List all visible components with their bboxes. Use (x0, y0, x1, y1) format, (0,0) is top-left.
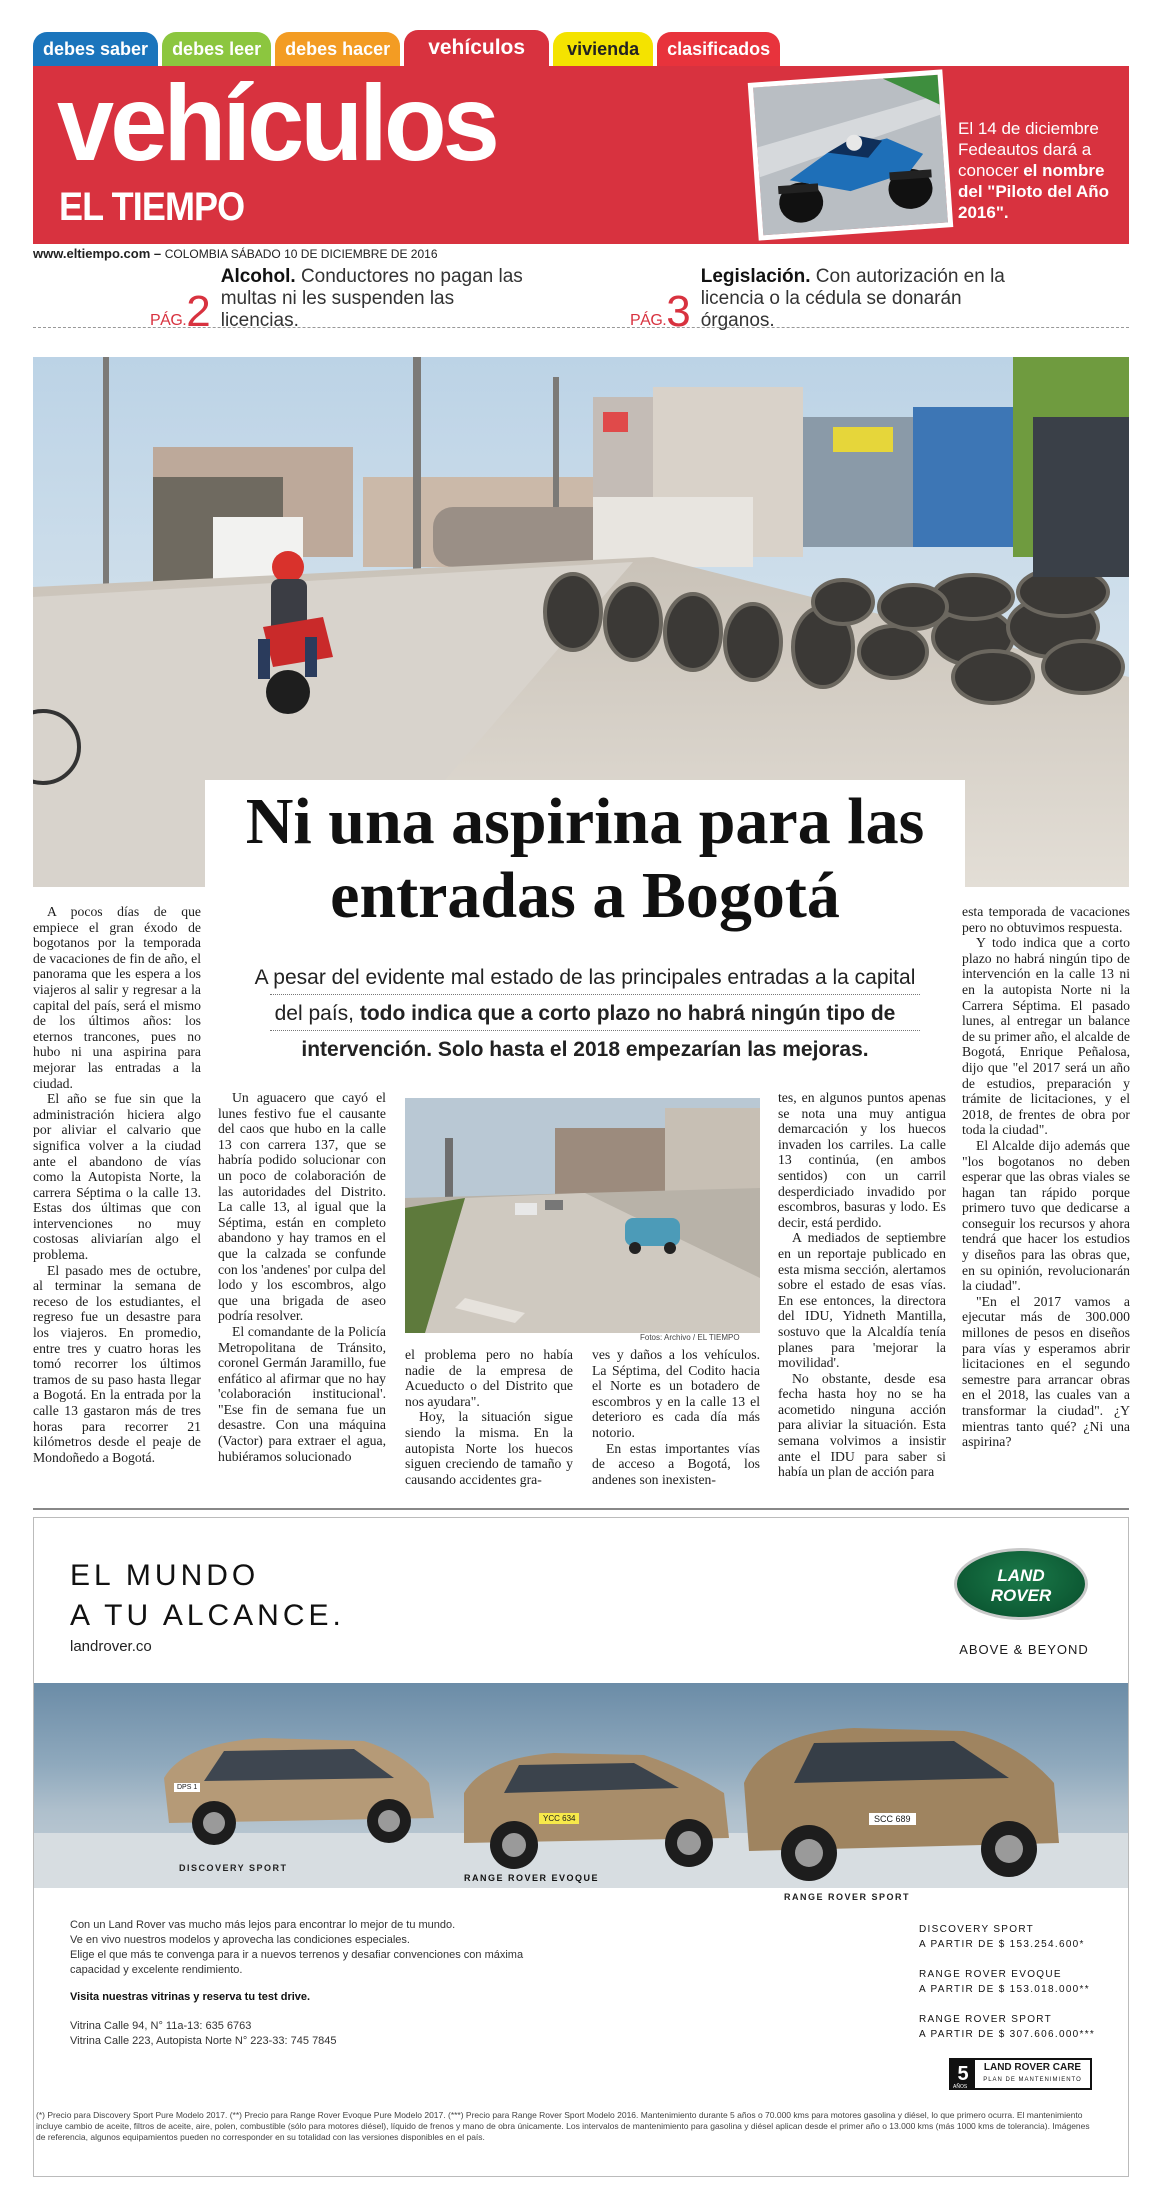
paragraph: ves y daños a los vehículos. La Séptima, del Codito hacia el Norte es un botadero de escombros y en la calle 13 el deterioro es cada día más notorio. (592, 1347, 760, 1440)
teaser-page-label: PÁG. (630, 312, 667, 329)
ad-cta: Visita nuestras vitrinas y reserva tu test drive. (70, 1991, 311, 2003)
brand-tagline: ABOVE & BEYOND (959, 1642, 1089, 1657)
tab-vivienda[interactable]: vivienda (553, 32, 653, 66)
dateline-separator: – (150, 246, 165, 261)
ad-cars-photo (34, 1683, 1128, 1888)
promo-text[interactable] (958, 118, 1128, 223)
paragraph: A pocos días de que empiece el gran éxodo de bogotanos por la temporada de vacaciones de fin de año, el panorama que les espera a los viajeros al salir y regresar a la capital del país, será el mismo de los últimos años: los eternos trancones, pues no hubo ni una aspirina para mejorar las entradas a la ciudad. (33, 904, 201, 1091)
paragraph: el problema pero no había nadie de la empresa de Acueducto o del Distrito que nos ayudara". (405, 1347, 573, 1409)
teaser-title: Legislación. (700, 266, 811, 287)
deck-bold: todo indica que a corto plazo no habrá ningún tipo de intervención. Solo hasta el 2018 empezarían las mejoras. (301, 1002, 896, 1061)
plate-sport: SCC 689 (869, 1813, 916, 1825)
race-car-illustration (753, 75, 948, 236)
paragraph: Y todo indica que a corto plazo no habrá ningún tipo de intervención en la calle 13 ni en la autopista Norte ni la Carrera Séptima. El pasado lunes, al entregar un balance de su primer año, el alcalde de Bogotá, Enrique Peñalosa, dijo que "el 2017 será un año de estudios, preparación y trámite de licitaciones, y el 2018, de frentes de obra por toda la ciudad". (962, 935, 1130, 1138)
article-headline: Ni una aspirina para las entradas a Bogotá (245, 785, 925, 932)
land-rover-care-badge (949, 2058, 1092, 2090)
tab-clasificados[interactable]: clasificados (657, 32, 780, 66)
price-value: A PARTIR DE $ 153.018.000** (919, 1984, 1090, 1995)
dealer-address: Vitrina Calle 223, Autopista Norte N° 223-33: 745 7845 (70, 2035, 337, 2047)
divider (33, 327, 1129, 328)
article-column-4 (592, 1347, 760, 1487)
land-rover-advertisement[interactable] (33, 1517, 1129, 2177)
care-title (975, 2062, 1090, 2086)
teaser-text: Con autorización en la licencia o la cédula se donarán órganos. (700, 266, 1005, 331)
tab-debes-leer[interactable]: debes leer (162, 32, 271, 66)
paragraph: El año se fue sin que la administración hiciera algo por aliviar el calvario que significa volver a la ciudad ante el abandono de vías como la Autopista Norte, la carrera Séptima o la calle 13. Estas dos últimas que con intervenciones no muy costosas aliviarían algo el problema. (33, 1091, 201, 1263)
paragraph: Hoy, la situación sigue siendo la misma. En la autopista Norte los huecos siguen creciendo de tamaño y causando accidentes gra- (405, 1409, 573, 1487)
ad-copy-line: Elige el que más te convenga para ir a nuevos terrenos y desafiar convenciones con máxima capacidad y excelente rendimiento. (70, 1949, 524, 1976)
article-column-2 (218, 1090, 386, 1464)
teaser-page-number: 2 (186, 287, 211, 336)
tab-debes-hacer[interactable]: debes hacer (275, 32, 400, 66)
paragraph: esta temporada de vacaciones pero no obtuvimos respuesta. (962, 904, 1130, 935)
car-label-evoque: RANGE ROVER EVOQUE (464, 1873, 600, 1883)
price-evoque (919, 1967, 1090, 1997)
teaser-page-label: PÁG. (150, 312, 187, 329)
inset-photo-autopista[interactable] (405, 1098, 760, 1333)
promo-photo-race-car[interactable] (748, 69, 954, 240)
plate-evoque: YCC 634 (539, 1813, 579, 1824)
car-label-discovery-sport: DISCOVERY SPORT (179, 1863, 288, 1873)
article-deck (240, 960, 930, 1068)
price-discovery-sport (919, 1922, 1085, 1952)
ad-copy-line: Con un Land Rover vas mucho más lejos para encontrar lo mejor de tu mundo. (70, 1919, 456, 1931)
ad-copy-line: Ve en vivo nuestros modelos y aprovecha las condiciones especiales. (70, 1934, 410, 1946)
deck-underline (270, 1030, 920, 1031)
care-years: 5 (951, 2060, 975, 2088)
logo-line-2: ROVER (990, 1586, 1052, 1605)
paragraph: El Alcalde dijo además que "los bogotanos no deben esperar que las obras viales se hagan tan rápido porque primero tuvo que dedicarse a conseguir los recursos y ahora tendrá que hacer los estudios y diseños para las obras que, en su opinión, revolucionarán la ciudad". (962, 1137, 1130, 1294)
tab-debes-saber[interactable]: debes saber (33, 32, 158, 66)
paragraph: Un aguacero que cayó el lunes festivo fue el causante del caos que hubo en la calle 13 con carrera 137, que se habría podido solucionar con un poco de colaboración de las autoridades del Distrito. La calle 13, al igual que la Séptima, están en completo abandono y hay tramos en el que la calzada se confunde con los 'andenes' por culpa del lodo y los escombros, algo que una brigada de aseo podría resolver. (218, 1090, 386, 1324)
dealer-address: Vitrina Calle 94, N° 11a-13: 635 6763 (70, 2020, 252, 2032)
paragraph: A mediados de septiembre en un reportaje publicado en esta misma sección, alertamos sobre el estado de esas vías. En ese entonces, la directora del IDU, Yidneth Mantilla, sostuvo que la Alcaldía tenía planes para 'mejorar la movilidad'. (778, 1230, 946, 1371)
teaser-alcohol[interactable] (150, 266, 530, 336)
promo-text-plain: El 14 de diciembre Fedeautos dará a conocer (958, 119, 1099, 180)
article-column-1 (33, 904, 201, 1465)
paragraph: En estas importantes vías de acceso a Bogotá, los andenes son inexisten- (592, 1440, 760, 1487)
divider (33, 1508, 1129, 1510)
ad-body-copy (70, 1918, 530, 2049)
plate-discovery: DPS 1 (174, 1783, 200, 1792)
promo-text-bold: el nombre del "Piloto del Año 2016". (958, 161, 1109, 222)
paragraph: El comandante de la Policía Metropolitana de Tránsito, coronel Germán Jaramillo, fue enfático al afirmar que no hay 'colaboración institucional'. "Ese fin de semana fue un desastre. Con una máquina (Vactor) para extraer el agua, hubiéramos solucionado (218, 1323, 386, 1464)
edition-date: COLOMBIA SÁBADO 10 DE DICIEMBRE DE 2016 (164, 247, 438, 261)
inset-photo-illustration (405, 1098, 760, 1333)
price-value: A PARTIR DE $ 153.254.600* (919, 1939, 1085, 1950)
care-subtitle: PLAN DE MANTENIMIENTO (983, 2077, 1082, 2083)
teaser-page-number: 3 (666, 287, 691, 336)
paragraph: El pasado mes de octubre, al terminar la semana de receso de los estudiantes, el regreso fue un desastre para los viajeros. En promedio, entre tres y cuatro horas les tomó recorrer los últimos tramos de su paso hasta llegar a Bogotá. En la entrada por la calle 13 gastaron más de tres horas para recorrer 21 kilómetros desde el peaje de Mondoñedo a Bogotá. (33, 1262, 201, 1465)
care-title-text: LAND ROVER CARE (983, 2062, 1082, 2073)
car-label-range-rover-sport: RANGE ROVER SPORT (784, 1892, 911, 1902)
article-column-5 (778, 1090, 946, 1480)
teaser-title: Alcohol. (220, 266, 296, 287)
land-rover-logo (954, 1548, 1088, 1620)
price-model: RANGE ROVER EVOQUE (919, 1969, 1062, 1980)
section-title: vehículos (57, 62, 497, 183)
price-model: RANGE ROVER SPORT (919, 2014, 1053, 2025)
paragraph: No obstante, desde esa fecha hasta hoy no se ha acometido ninguna acción para aliviar la situación. Esta semana volvimos a insistir ante el IDU para saber si había un plan de acción para (778, 1370, 946, 1480)
tab-vehiculos[interactable]: vehículos (404, 30, 549, 66)
article-column-6 (962, 904, 1130, 1450)
dateline (33, 246, 438, 261)
ad-website-link[interactable]: landrover.co (70, 1638, 152, 1655)
site-url[interactable]: www.eltiempo.com (33, 246, 151, 261)
teaser-legislacion[interactable] (630, 266, 1030, 336)
newspaper-logo: EL TIEMPO (59, 185, 245, 229)
price-range-rover-sport (919, 2012, 1095, 2042)
ad-fine-print: (*) Precio para Discovery Sport Pure Modelo 2017. (**) Precio para Range Rover Evoque Pure Modelo 2017. (***) Precio para Range Rover Sport Modelo 2016. Mantenimiento durante 5 años o 70.000 kms para motores gasolina y diésel, lo que primero ocurra. El mantenimiento incluye cambio de aceite, filtros de aceite, aire, polen, combustible (sólo para motores diésel), líquido de frenos y mano de obra únicamente. Los intervalos de mantenimiento para gasolina y diésel aplican desde el primer año o 13.000 kms (más 1000 kms de tolerancia). Imágenes de referencia, algunos equipamientos pueden no corresponder en su totalidad con las versiones disponibles en el país. (36, 2110, 1090, 2142)
paragraph: tes, en algunos puntos apenas se nota una muy antigua demarcación y los huecos invaden los carriles. La calle 13 continúa, (en ambos sentidos) con un carril desperdiciado invadido por escombros, basuras y lodo. Es decir, está perdido. (778, 1090, 946, 1230)
article-column-3 (405, 1347, 573, 1487)
ad-headline-line-1: EL MUNDO (70, 1559, 260, 1592)
deck-underline (270, 994, 920, 995)
price-model: DISCOVERY SPORT (919, 1924, 1035, 1935)
ad-headline (70, 1556, 345, 1636)
photo-credit: Fotos: Archivo / EL TIEMPO (640, 1333, 740, 1342)
ad-headline-line-2: A TU ALCANCE. (70, 1599, 345, 1632)
logo-line-1: LAND (997, 1566, 1045, 1585)
teaser-text: Conductores no pagan las multas ni les suspenden las licencias. (220, 266, 523, 331)
deck-plain: A pesar del evidente mal estado de las principales entradas a la capital del país, (254, 966, 916, 1025)
price-value: A PARTIR DE $ 307.606.000*** (919, 2029, 1096, 2040)
care-years-label: AÑOS (953, 2084, 968, 2090)
paragraph: "En el 2017 vamos a ejecutar más de 300.000 millones de pesos en diseños para vías y esperamos abrir licitaciones en el segundo semestre para arrancar obras en el 2018, las cuales van a transformar la ciudad". ¿Y mientras tanto qué? ¿Ni una aspirina? (962, 1293, 1130, 1450)
section-masthead (33, 62, 1129, 244)
